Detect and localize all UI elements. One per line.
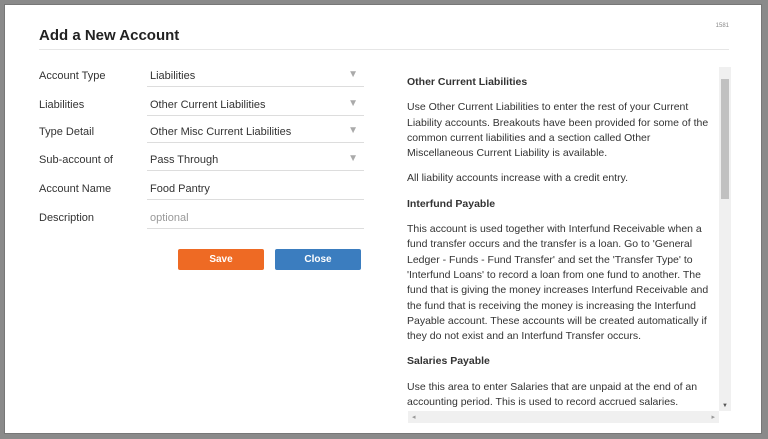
type-detail-row [39, 119, 364, 145]
type-detail-value: Other Misc Current Liabilities [150, 126, 292, 138]
dialog-code: 1581 [715, 23, 729, 29]
type-detail-label: Type Detail [39, 126, 95, 138]
dialog-title: Add a New Account [39, 27, 180, 44]
account-name-row [39, 176, 364, 202]
description-label: Description [39, 212, 95, 224]
sub-account-select[interactable] [147, 147, 364, 171]
horizontal-scrollbar[interactable] [408, 411, 719, 423]
help-paragraph: All liability accounts increase with a credit entry. [407, 172, 628, 185]
sub-account-value: Pass Through [150, 154, 219, 166]
sub-account-label: Sub-account of [39, 154, 113, 166]
divider [39, 49, 729, 50]
chevron-down-icon: ▼ [348, 69, 358, 80]
help-heading: Other Current Liabilities [407, 76, 528, 88]
liabilities-row [39, 92, 364, 118]
help-paragraph: Use this area to enter Salaries that are unpaid at the end of an accounting period. This is used to record accrued salaries. [407, 380, 698, 409]
description-input[interactable]: optional [147, 205, 364, 229]
account-name-label: Account Name [39, 183, 112, 195]
chevron-down-icon: ▼ [348, 153, 358, 164]
account-type-select[interactable] [147, 63, 364, 87]
help-heading: Salaries Payable [407, 355, 490, 368]
close-button[interactable]: Close [275, 249, 361, 270]
scroll-left-icon[interactable]: ◂ [412, 414, 416, 421]
help-paragraph: This account is used together with Interfund Receivable when a fund transfer occurs and the transfer is a loan. Go to 'General Ledger - Funds - Fund Transfer' and set the 'Transfer Type' to 'Interfund Loans' to record a loan from one fund to another. The fund that is giving the money increases Interfund Receivable and the fund that is receiving the money is increasing the Interfund Payable account. These accounts will be created automatically if they do not exist and an Interfund Transfer occurs. [407, 223, 709, 343]
scrollbar-thumb[interactable] [721, 79, 729, 199]
help-heading: Interfund Payable [407, 197, 496, 210]
add-account-dialog [4, 4, 762, 434]
vertical-scrollbar[interactable] [719, 67, 731, 411]
scroll-down-icon[interactable]: ▼ [722, 403, 728, 409]
account-name-input[interactable]: Food Pantry [147, 176, 364, 200]
type-detail-select[interactable] [147, 119, 364, 143]
liabilities-select[interactable] [147, 92, 364, 116]
description-row [39, 205, 364, 231]
help-paragraph: Use Other Current Liabilities to enter the rest of your Current Liability accounts. Breakouts have been provided for some of the common current liabilities and a section called Other Miscellaneous Current Liability is available. [407, 101, 709, 160]
account-type-label: Account Type [39, 70, 106, 82]
chevron-down-icon: ▼ [348, 98, 358, 109]
sub-account-row [39, 147, 364, 173]
liabilities-value: Other Current Liabilities [150, 99, 266, 111]
scroll-right-icon[interactable]: ▸ [711, 414, 715, 421]
chevron-down-icon: ▼ [348, 125, 358, 136]
help-panel[interactable] [405, 67, 731, 423]
account-type-row [39, 63, 364, 89]
save-button[interactable]: Save [178, 249, 264, 270]
account-type-value: Liabilities [150, 70, 196, 82]
liabilities-label: Liabilities [39, 99, 85, 111]
